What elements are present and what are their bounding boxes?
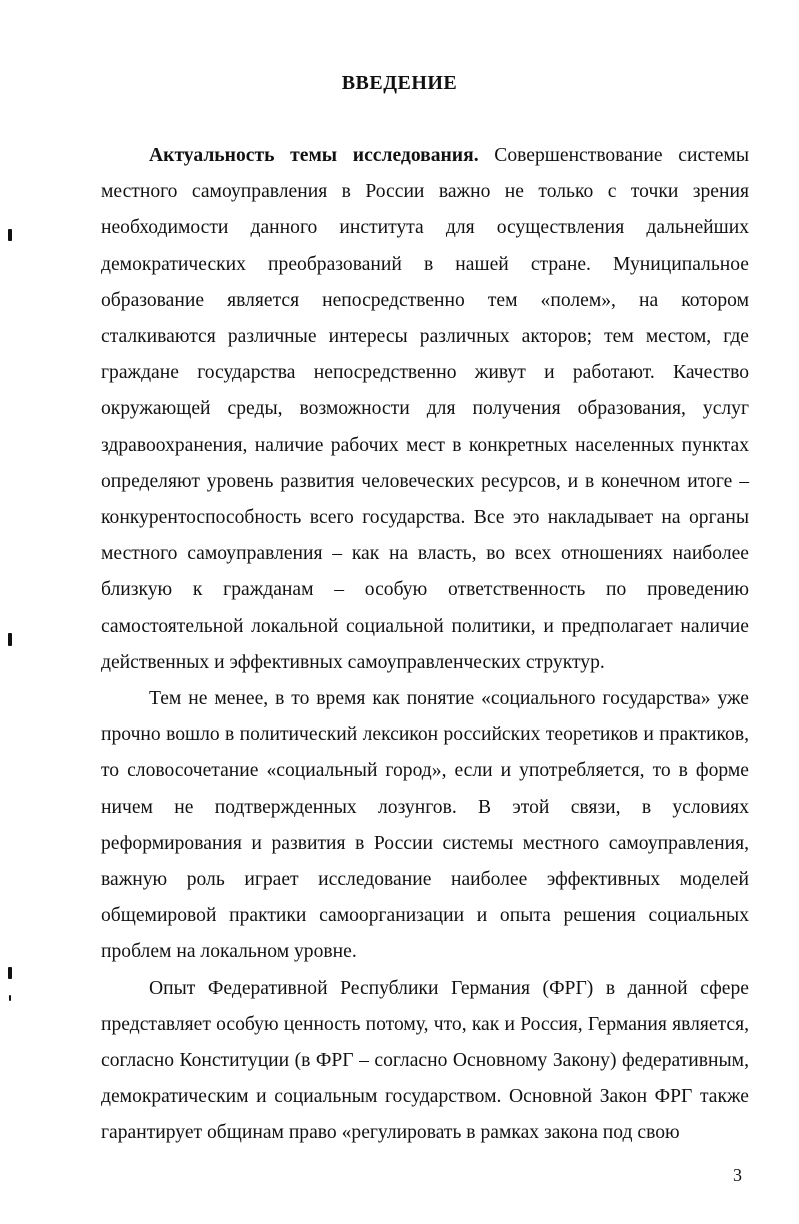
scan-margin-mark [8, 633, 12, 646]
page-title: ВВЕДЕНИЕ [341, 72, 458, 94]
body-text [101, 138, 749, 1152]
paragraph-lead: Актуальность темы исследования. [149, 145, 479, 166]
paragraph-text: Совершенствование системы местного самоуправления в России важно не только с точки зрения необходимости данного института для осуществления дальнейших демократических преобразований в нашей стране. Муниципальное образование является непосредственно тем «полем», на котором сталкиваются различные интересы различных акторов; тем местом, где граждане государства непосредственно живут и работают. Качество окружающей среды, возможности для получения образования, услуг здравоохранения, наличие рабочих мест в конкретных населенных пунктах определяют уровень развития человеческих ресурсов, и в конечном итоге – конкурентоспособность всего государства. Все это накладывает на органы местного самоуправления – как на власть, во всех отношениях наиболее близкую к гражданам – особую ответственность по проведению самостоятельной локальной социальной политики, и предполагает наличие действенных и эффективных самоуправленческих структур. [101, 145, 749, 673]
paragraph-germany-experience [101, 971, 749, 1152]
paragraph-text: Тем не менее, в то время как понятие «социального государства» уже прочно вошло в политический лексикон российских теоретиков и практиков, то словосочетание «социальный город», если и употребляется, то в форме ничем не подтвержденных лозунгов. В этой связи, в условиях реформирования и развития в России системы местного самоуправления, важную роль играет исследование наиболее эффективных моделей общемировой практики самоорганизации и опыта решения социальных проблем на локальном уровне. [101, 688, 749, 963]
scan-margin-mark [9, 995, 11, 1001]
paragraph-text: Опыт Федеративной Республики Германия (ФРГ) в данной сфере представляет особую ценность потому, что, как и Россия, Германия является, согласно Конституции (в ФРГ – согласно Основному Закону) федеративным, демократическим и социальным государством. Основной Закон ФРГ также гарантирует общинам право «регулировать в рамках закона под свою [101, 977, 749, 1144]
page-number: 3 [733, 1165, 742, 1185]
paragraph-social-city [101, 681, 749, 971]
scan-margin-mark [8, 229, 12, 241]
scan-margin-mark [8, 967, 12, 979]
paragraph-relevance [101, 138, 749, 681]
